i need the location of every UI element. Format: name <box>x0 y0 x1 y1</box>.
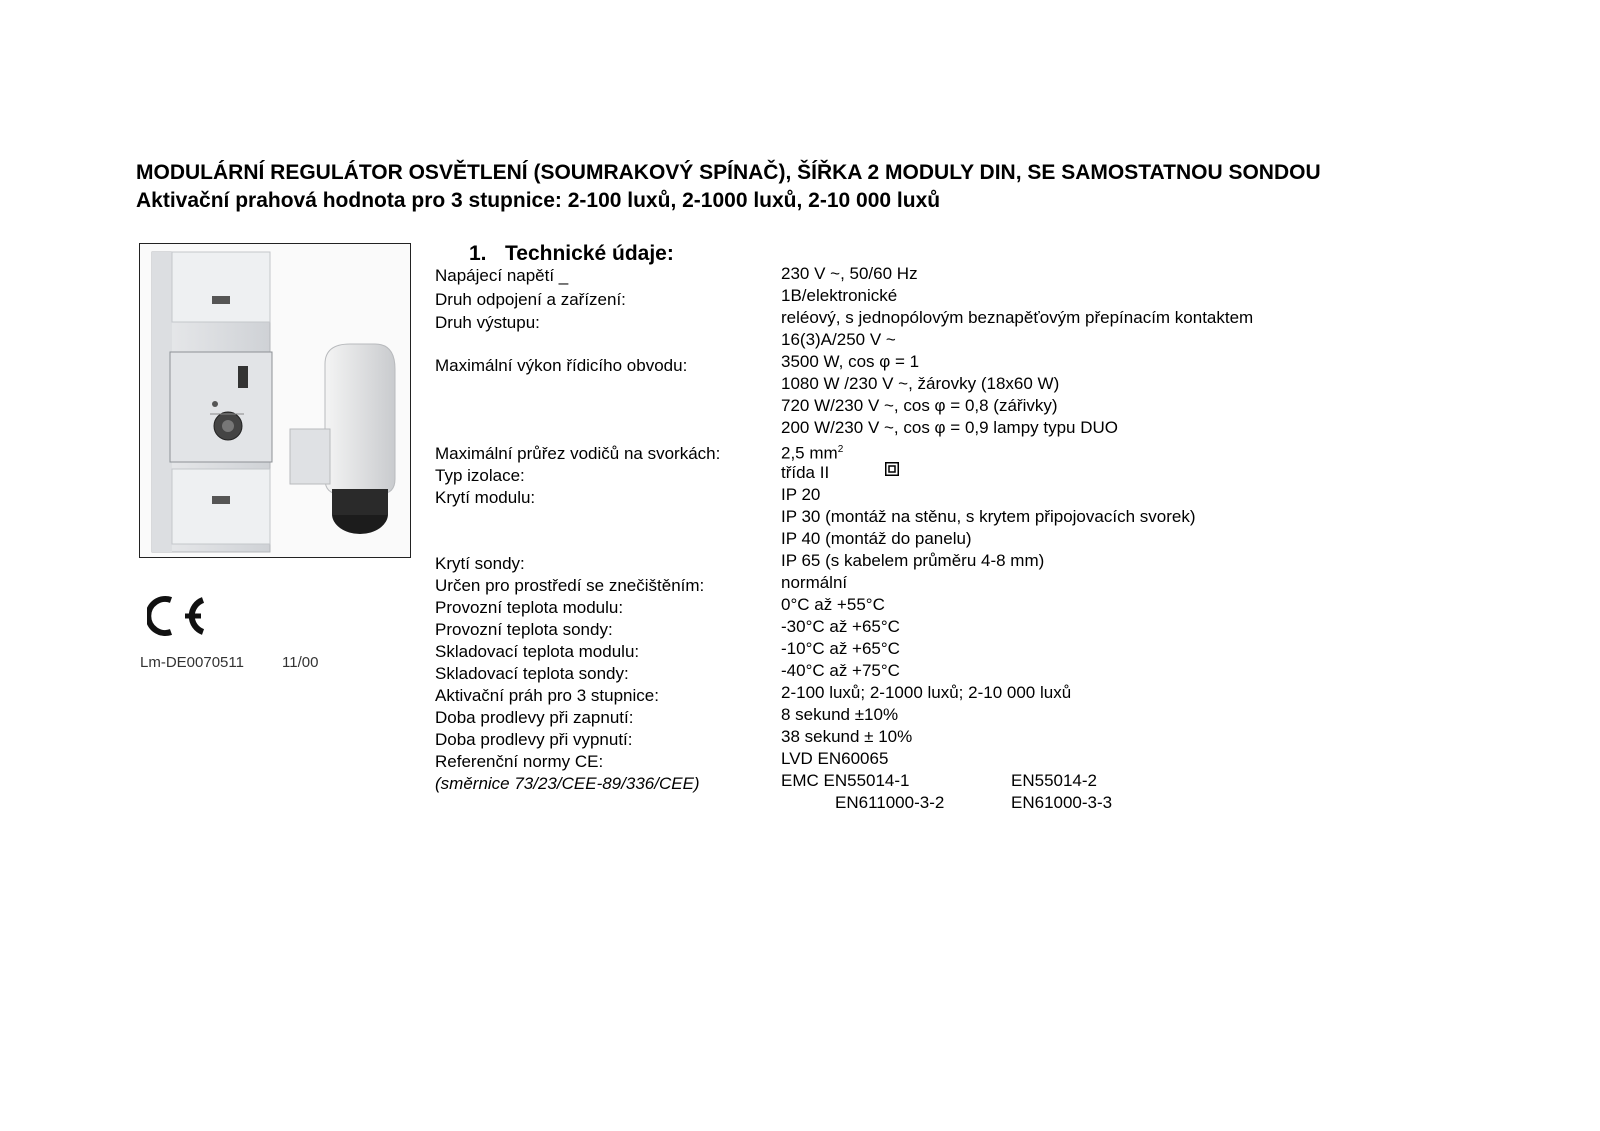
double-insulation-icon <box>885 462 899 476</box>
spec-label-probe-protection: Krytí sondy: <box>435 554 525 573</box>
spec-value-emc-3: EN611000-3-2 <box>835 793 945 812</box>
spec-value-emc-4: EN61000-3-3 <box>1011 793 1113 812</box>
spec-label-st-temp-probe: Skladovací teplota sondy: <box>435 664 629 683</box>
spec-value-on-delay: 8 sekund ±10% <box>781 705 899 724</box>
document-title: MODULÁRNÍ REGULÁTOR OSVĚTLENÍ (SOUMRAKOVÝ SPÍNAČ), ŠÍŘKA 2 MODULY DIN, SE SAMOSTATNOU SONDOU <box>136 161 1321 184</box>
spec-value-wire-exponent: 2 <box>837 444 844 455</box>
spec-label-op-temp-module: Provozní teplota modulu: <box>435 598 624 617</box>
ce-mark-icon <box>147 594 207 638</box>
spec-label-norms: Referenční normy CE: <box>435 752 604 771</box>
spec-label-output: Druh výstupu: <box>435 313 540 332</box>
section-number: 1. <box>469 242 487 265</box>
spec-value-wire <box>781 440 843 464</box>
spec-label-off-delay: Doba prodlevy při vypnutí: <box>435 730 633 749</box>
spec-label-on-delay: Doba prodlevy při zapnutí: <box>435 708 634 727</box>
spec-value-threshold: 2-100 luxů; 2-1000 luxů; 2-10 000 luxů <box>781 683 1072 702</box>
spec-value-supply: 230 V ~, 50/60 Hz <box>781 264 918 283</box>
spec-label-threshold: Aktivační práh pro 3 stupnice: <box>435 686 659 705</box>
spec-value-power-4: 200 W/230 V ~, cos φ = 0,9 lampy typu DUO <box>781 418 1119 437</box>
spec-value-output-1: reléový, s jednopólovým beznapěťovým přepínacím kontaktem <box>781 308 1254 327</box>
spec-value-op-temp-module: 0°C až +55°C <box>781 595 885 614</box>
spec-value-off-delay: 38 sekund ± 10% <box>781 727 913 746</box>
spec-value-output-2: 16(3)A/250 V ~ <box>781 330 896 349</box>
spec-value-emc-1: EMC EN55014-1 <box>781 771 910 790</box>
spec-value-wire-text: 2,5 mm <box>781 443 838 463</box>
spec-value-power-3: 720 W/230 V ~, cos φ = 0,8 (zářivky) <box>781 396 1058 415</box>
spec-label-wire: Maximální průřez vodičů na svorkách: <box>435 444 721 463</box>
dimmer-module-illustration <box>140 244 409 556</box>
document-subtitle: Aktivační prahová hodnota pro 3 stupnice: 2-100 luxů, 2-1000 luxů, 2-10 000 luxů <box>136 189 941 212</box>
spec-value-disconnect: 1B/elektronické <box>781 286 898 305</box>
spec-value-st-temp-probe: -40°C až +75°C <box>781 661 900 680</box>
spec-label-disconnect: Druh odpojení a zařízení: <box>435 290 626 309</box>
spec-value-module-protection-2: IP 30 (montáž na stěnu, s krytem připojovacích svorek) <box>781 507 1196 526</box>
spec-value-probe-protection: IP 65 (s kabelem průměru 4-8 mm) <box>781 551 1045 570</box>
spec-value-st-temp-module: -10°C až +65°C <box>781 639 900 658</box>
spec-value-power-2: 1080 W /230 V ~, žárovky (18x60 W) <box>781 374 1060 393</box>
reference-date: 11/00 <box>282 654 319 671</box>
spec-label-supply: Napájecí napětí _ <box>435 266 569 285</box>
section-heading <box>469 242 674 266</box>
spec-value-op-temp-probe: -30°C až +65°C <box>781 617 900 636</box>
spec-label-norms-directive: (směrnice 73/23/CEE-89/336/CEE) <box>435 774 700 793</box>
spec-value-power-1: 3500 W, cos φ = 1 <box>781 352 920 371</box>
spec-label-insulation: Typ izolace: <box>435 466 525 485</box>
reference-code: Lm-DE0070511 <box>140 654 244 671</box>
spec-value-emc-2: EN55014-2 <box>1011 771 1098 790</box>
spec-value-lvd: LVD EN60065 <box>781 749 889 768</box>
spec-label-op-temp-probe: Provozní teplota sondy: <box>435 620 613 639</box>
section-title: Technické údaje: <box>505 242 674 265</box>
spec-value-pollution: normální <box>781 573 848 592</box>
spec-label-module-protection: Krytí modulu: <box>435 488 536 507</box>
spec-label-st-temp-module: Skladovací teplota modulu: <box>435 642 640 661</box>
spec-value-insulation: třída II <box>781 463 830 482</box>
spec-value-module-protection-1: IP 20 <box>781 485 821 504</box>
spec-value-module-protection-3: IP 40 (montáž do panelu) <box>781 529 972 548</box>
spec-label-pollution: Určen pro prostředí se znečištěním: <box>435 576 705 595</box>
product-photo <box>139 243 411 558</box>
spec-label-power: Maximální výkon řídicího obvodu: <box>435 356 688 375</box>
